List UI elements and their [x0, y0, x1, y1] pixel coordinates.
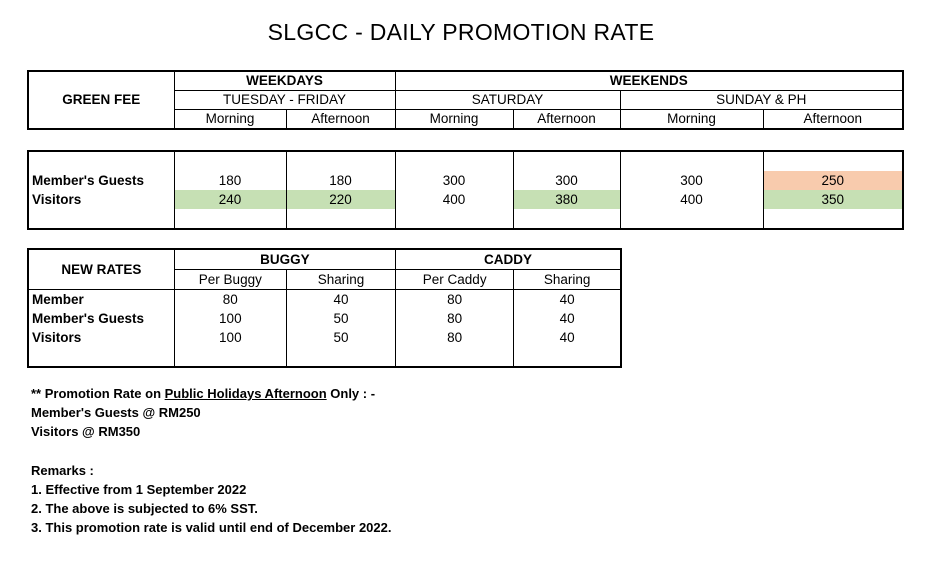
- weekends-header: WEEKENDS: [395, 71, 903, 91]
- rate-cell: 50: [286, 309, 395, 328]
- new-rates-label: NEW RATES: [28, 249, 174, 290]
- tue-fri-header: TUESDAY - FRIDAY: [174, 91, 395, 110]
- new-rates-table: [27, 248, 622, 368]
- rate-cell: 80: [396, 309, 514, 328]
- remark-item: 3. This promotion rate is valid until end of December 2022.: [31, 520, 392, 535]
- promo-note-line2: Member's Guests @ RM250: [31, 405, 201, 420]
- per-caddy-header: Per Caddy: [396, 270, 514, 290]
- rate-cell: 40: [286, 290, 395, 310]
- caddy-sharing-header: Sharing: [514, 270, 621, 290]
- buggy-sharing-header: Sharing: [286, 270, 395, 290]
- green-fee-header-table: [27, 70, 904, 130]
- remarks-heading: Remarks :: [31, 463, 94, 478]
- row-label: Member's Guests: [28, 171, 174, 190]
- promo-prefix: ** Promotion Rate on: [31, 386, 165, 401]
- saturday-afternoon-header: Afternoon: [513, 110, 620, 130]
- per-buggy-header: Per Buggy: [174, 270, 286, 290]
- page-title: SLGCC - DAILY PROMOTION RATE: [267, 19, 655, 45]
- rate-cell: 80: [396, 328, 514, 347]
- rate-cell: 80: [396, 290, 514, 310]
- rate-cell: 300: [620, 171, 763, 190]
- remark-item: 1. Effective from 1 September 2022: [31, 482, 247, 497]
- rate-cell-highlight: 220: [286, 190, 395, 209]
- table-row: [28, 171, 903, 190]
- remark-item: 2. The above is subjected to 6% SST.: [31, 501, 258, 516]
- weekday-afternoon-header: Afternoon: [286, 110, 395, 130]
- rate-cell-highlight: 350: [763, 190, 903, 209]
- rate-cell: 50: [286, 328, 395, 347]
- promo-suffix: Only : -: [326, 386, 376, 401]
- saturday-morning-header: Morning: [395, 110, 513, 130]
- rate-cell: 300: [395, 171, 513, 190]
- row-label: Visitors: [28, 328, 174, 347]
- sunday-ph-header: SUNDAY & PH: [620, 91, 903, 110]
- row-label: Member: [28, 290, 174, 310]
- promo-underlined: Public Holidays Afternoon: [164, 386, 327, 401]
- row-label: Visitors: [28, 190, 174, 209]
- rate-cell: 40: [514, 328, 621, 347]
- table-row: [28, 328, 621, 347]
- rate-cell: 400: [395, 190, 513, 209]
- caddy-header: CADDY: [396, 249, 621, 270]
- rate-cell: 40: [514, 290, 621, 310]
- rate-cell: 180: [174, 171, 286, 190]
- rate-cell: 300: [513, 171, 620, 190]
- promo-note: [31, 384, 375, 441]
- weekday-morning-header: Morning: [174, 110, 286, 130]
- green-fee-rates-table: [27, 150, 904, 230]
- rate-cell: 40: [514, 309, 621, 328]
- rate-cell-highlight: 240: [174, 190, 286, 209]
- table-row: [28, 309, 621, 328]
- rate-cell: 100: [174, 328, 286, 347]
- rate-cell-highlight: 380: [513, 190, 620, 209]
- sunday-afternoon-header: Afternoon: [763, 110, 903, 130]
- promo-note-line1: [31, 384, 375, 403]
- remarks: [31, 461, 391, 537]
- saturday-header: SATURDAY: [395, 91, 620, 110]
- rate-cell-highlight: 250: [763, 171, 903, 190]
- weekdays-header: WEEKDAYS: [174, 71, 395, 91]
- promo-note-line3: Visitors @ RM350: [31, 424, 141, 439]
- rate-cell: 400: [620, 190, 763, 209]
- table-row: [28, 290, 621, 310]
- buggy-header: BUGGY: [174, 249, 395, 270]
- rate-cell: 100: [174, 309, 286, 328]
- table-row: [28, 190, 903, 209]
- rate-cell: 180: [286, 171, 395, 190]
- row-label: Member's Guests: [28, 309, 174, 328]
- green-fee-label: GREEN FEE: [28, 71, 174, 129]
- sunday-morning-header: Morning: [620, 110, 763, 130]
- rate-cell: 80: [174, 290, 286, 310]
